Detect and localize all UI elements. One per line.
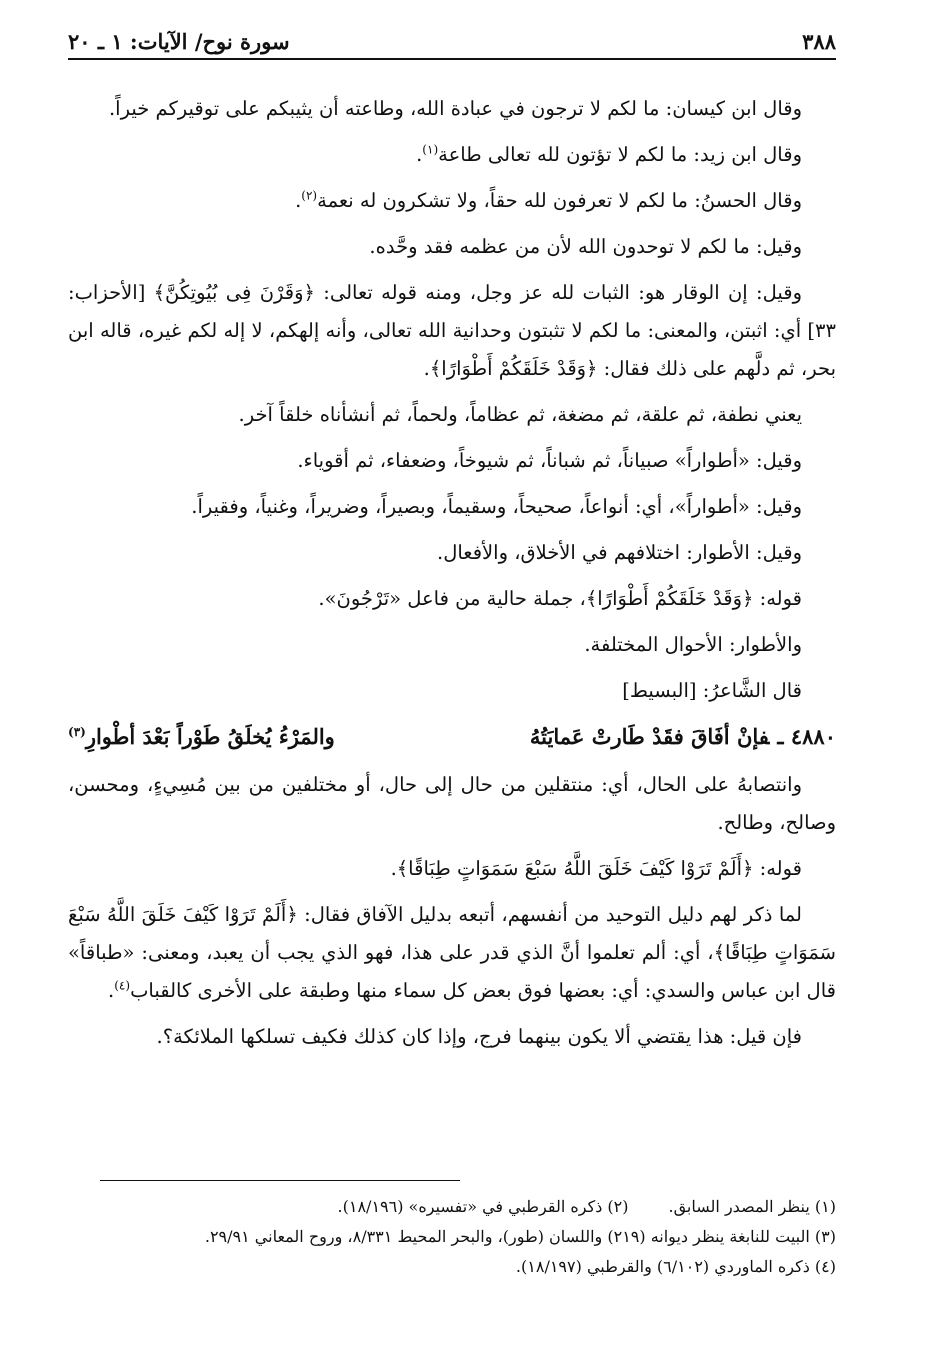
poetry-verse [68,718,836,756]
page-number: ٣٨٨ [802,28,836,54]
paragraph: وانتصابهُ على الحال، أي: منتقلين من حال إلى حال، أو مختلفين من بين مُسِيءٍ، ومحسن، وصالح، وطالح. [68,773,836,834]
paragraph: قال الشَّاعرُ: [البسيط] [622,679,802,702]
footnote-row [68,1192,836,1222]
paragraph: وقال ابن كيسان: ما لكم لا ترجون في عبادة الله، وطاعته أن يثيبكم على توقيركم خيراً. [108,97,802,120]
paragraph: وقيل: إن الوقار هو: الثبات لله عز وجل، ومنه قوله تعالى: ﴿وَقَرْنَ فِى بُيُوتِكُنَّ﴾ [الأحزاب: ٣٣] أي: اثبتن، والمعنى: ما لكم لا تثبتون وحدانية الله تعالى، وأنه إلهكم، لا إله لكم غيره، قاله ابن بحر، ثم دلَّهم على ذلك فقال: ﴿وَقَدْ خَلَقَكُمْ أَطْوَارًا﴾. [68,281,836,380]
verse-number: ٤٨٨٠ ـ [777,724,836,749]
footnote-ref[interactable]: (٣) [68,725,86,739]
paragraph: يعني نطفة، ثم علقة، ثم مضغة، ثم عظاماً، ولحماً، ثم أنشأناه خلقاً آخر. [238,403,802,426]
paragraph: وقيل: «أطواراً» صبياناً، ثم شباناً، ثم شيوخاً، وضعفاء، ثم أقوياء. [297,449,802,472]
paragraph: قوله: ﴿وَقَدْ خَلَقَكُمْ أَطْوَارًا﴾، جملة حالية من فاعل «تَرْجُونَ». [318,587,802,610]
footnote: (٣) البيت للنابغة ينظر ديوانه (٢١٩) واللسان (طور)، والبحر المحيط ٨/٣٣١، وروح المعاني ٢٩/٩١. [204,1227,836,1246]
paragraph: وقال الحسنُ: ما لكم لا تعرفون لله حقاً، ولا تشكرون له نعمة$^{(٢)}$. [295,188,802,212]
footnote: (١) ينظر المصدر السابق. [668,1197,836,1216]
paragraph: وقيل: الأطوار: اختلافهم في الأخلاق، والأفعال. [437,541,802,564]
surah-title: سورة نوح/ الآيات: ١ ـ ٢٠ [68,28,290,54]
paragraph: فإن قيل: هذا يقتضي ألا يكون بينهما فرج، وإذا كان كذلك فكيف تسلكها الملائكة؟. [156,1025,802,1048]
paragraph: والأطوار: الأحوال المختلفة. [584,633,802,656]
verse-first-hemistich: ٤٨٨٠ ـفإنْ أفَاقَ فقَدْ طَارتْ عَمايَتُهُ [529,724,836,749]
footnote-ref[interactable]: (٢) [301,188,318,203]
main-text [68,90,836,1064]
footnotes [68,1192,836,1282]
page-header [68,24,836,60]
verse-second-hemistich: والمَرْءُ يُخلَقُ طَوْراً بَعْدَ أطْوارِ$^{(٣)}$ [68,724,335,749]
paragraph: وقيل: «أطواراً»، أي: أنواعاً، صحيحاً، وسقيماً، وبصيراً، وضريراً، وغنياً، وفقيراً. [191,495,802,518]
footnote-ref[interactable]: (١) [422,142,439,157]
paragraph: وقيل: ما لكم لا توحدون الله لأن من عظمه فقد وحَّده. [369,235,802,258]
paragraph: قوله: ﴿أَلَمْ تَرَوْا كَيْفَ خَلَقَ اللَّهُ سَبْعَ سَمَوَاتٍ طِبَاقًا﴾. [390,857,802,880]
footnote-ref[interactable]: (٤) [114,978,131,993]
footnote: (٢) ذكره القرطبي في «تفسيره» (١٨/١٩٦). [337,1197,629,1216]
footnote-separator [100,1180,460,1181]
paragraph: وقال ابن زيد: ما لكم لا تؤتون لله تعالى طاعة$^{(١)}$. [416,142,802,166]
paragraph: لما ذكر لهم دليل التوحيد من أنفسهم، أتبعه بدليل الآفاق فقال: ﴿أَلَمْ تَرَوْا كَيْفَ خَلَقَ اللَّهُ سَبْعَ سَمَوَاتٍ طِبَاقًا﴾، أي: ألم تعلموا أنَّ الذي قدر على هذا، فهو الذي يجب أن يعبد، ومعنى: «طباقاً» قال ابن عباس والسدي: أي: بعضها فوق بعض كل سماء منها وطبقة على الأخرى كالقباب$^{(٤)}$. [68,903,836,1002]
footnote: (٤) ذكره الماوردي (٦/١٠٢) والقرطبي (١٨/١٩٧). [515,1257,836,1276]
